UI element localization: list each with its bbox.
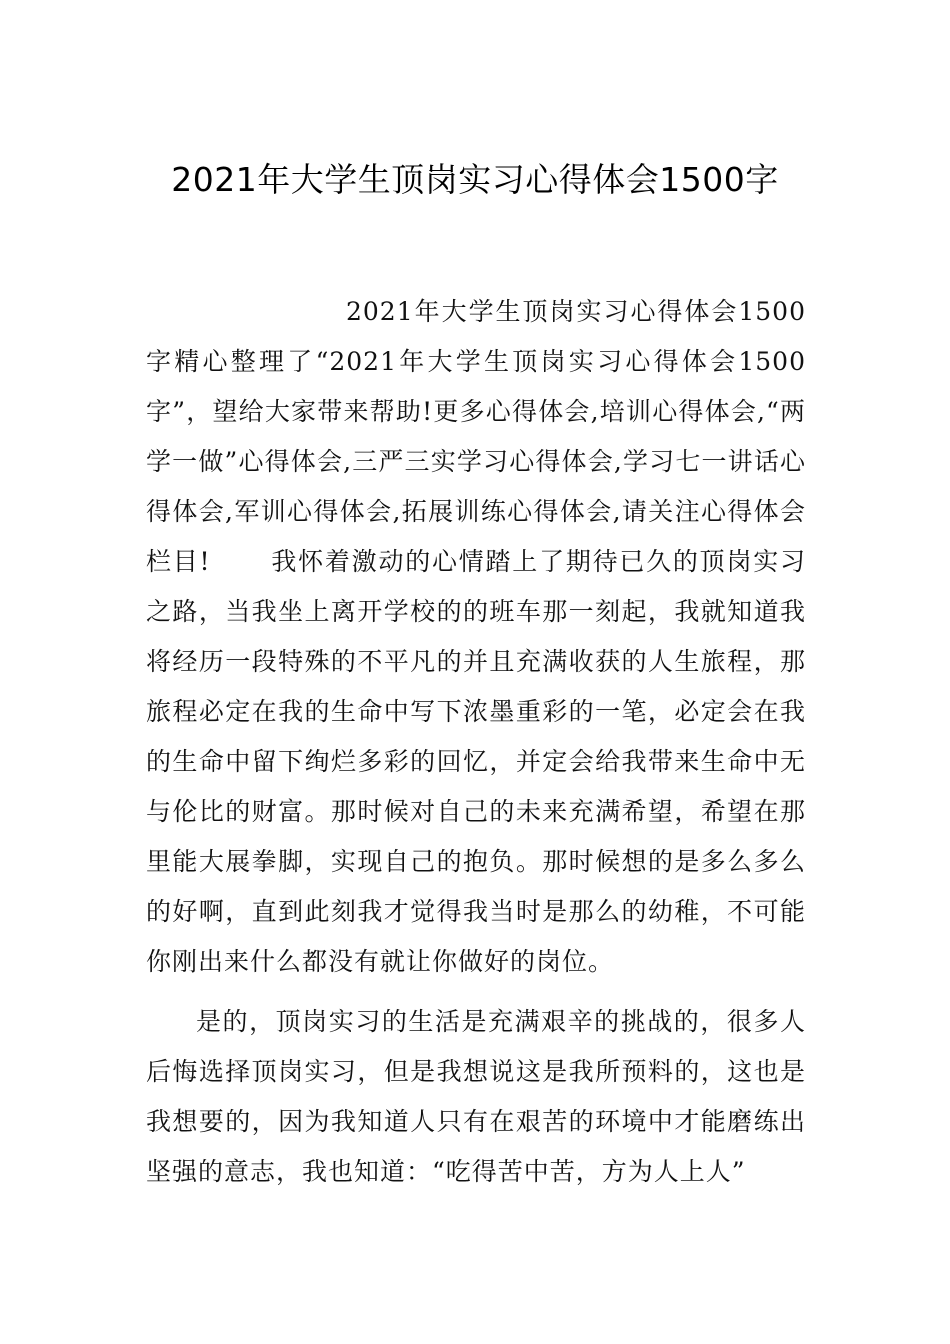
document-body — [146, 287, 806, 1197]
paragraph-second: 是的，顶岗实习的生活是充满艰辛的挑战的，很多人后悔选择顶岗实习，但是我想说这是我所预料的，这也是我想要的，因为我知道人只有在艰苦的环境中才能磨练出坚强的意志，我也知道：“吃得苦中苦，方为人上人” — [146, 1007, 806, 1186]
paragraph-intro — [146, 287, 806, 987]
paragraph-intro-rest: 我怀着激动的心情踏上了期待已久的顶岗实习之路，当我坐上离开学校的的班车那一刻起，我就知道我将经历一段特殊的不平凡的并且充满收获的人生旅程，那旅程必定在我的生命中写下浓墨重彩的一笔，必定会在我的生命中留下绚烂多彩的回忆，并定会给我带来生命中无与伦比的财富。那时候对自己的未来充满希望，希望在那里能大展拳脚，实现自己的抱负。那时候想的是多么多么的好啊，直到此刻我才觉得我当时是那么的幼稚，不可能你刚出来什么都没有就让你做好的岗位。 — [146, 547, 806, 976]
document-title: 2021年大学生顶岗实习心得体会1500字 — [171, 160, 779, 199]
paragraph-intro-lead: 2021年大学生顶岗实习心得体会1500字精心整理了“2021年大学生顶岗实习心得体会1500字”，望给大家带来帮助!更多心得体会,培训心得体会,“两学一做”心得体会,三严三实学习心得体会,学习七一讲话心得体会,军训心得体会,拓展训练心得体会,请关注心得体会栏目! — [146, 297, 806, 576]
